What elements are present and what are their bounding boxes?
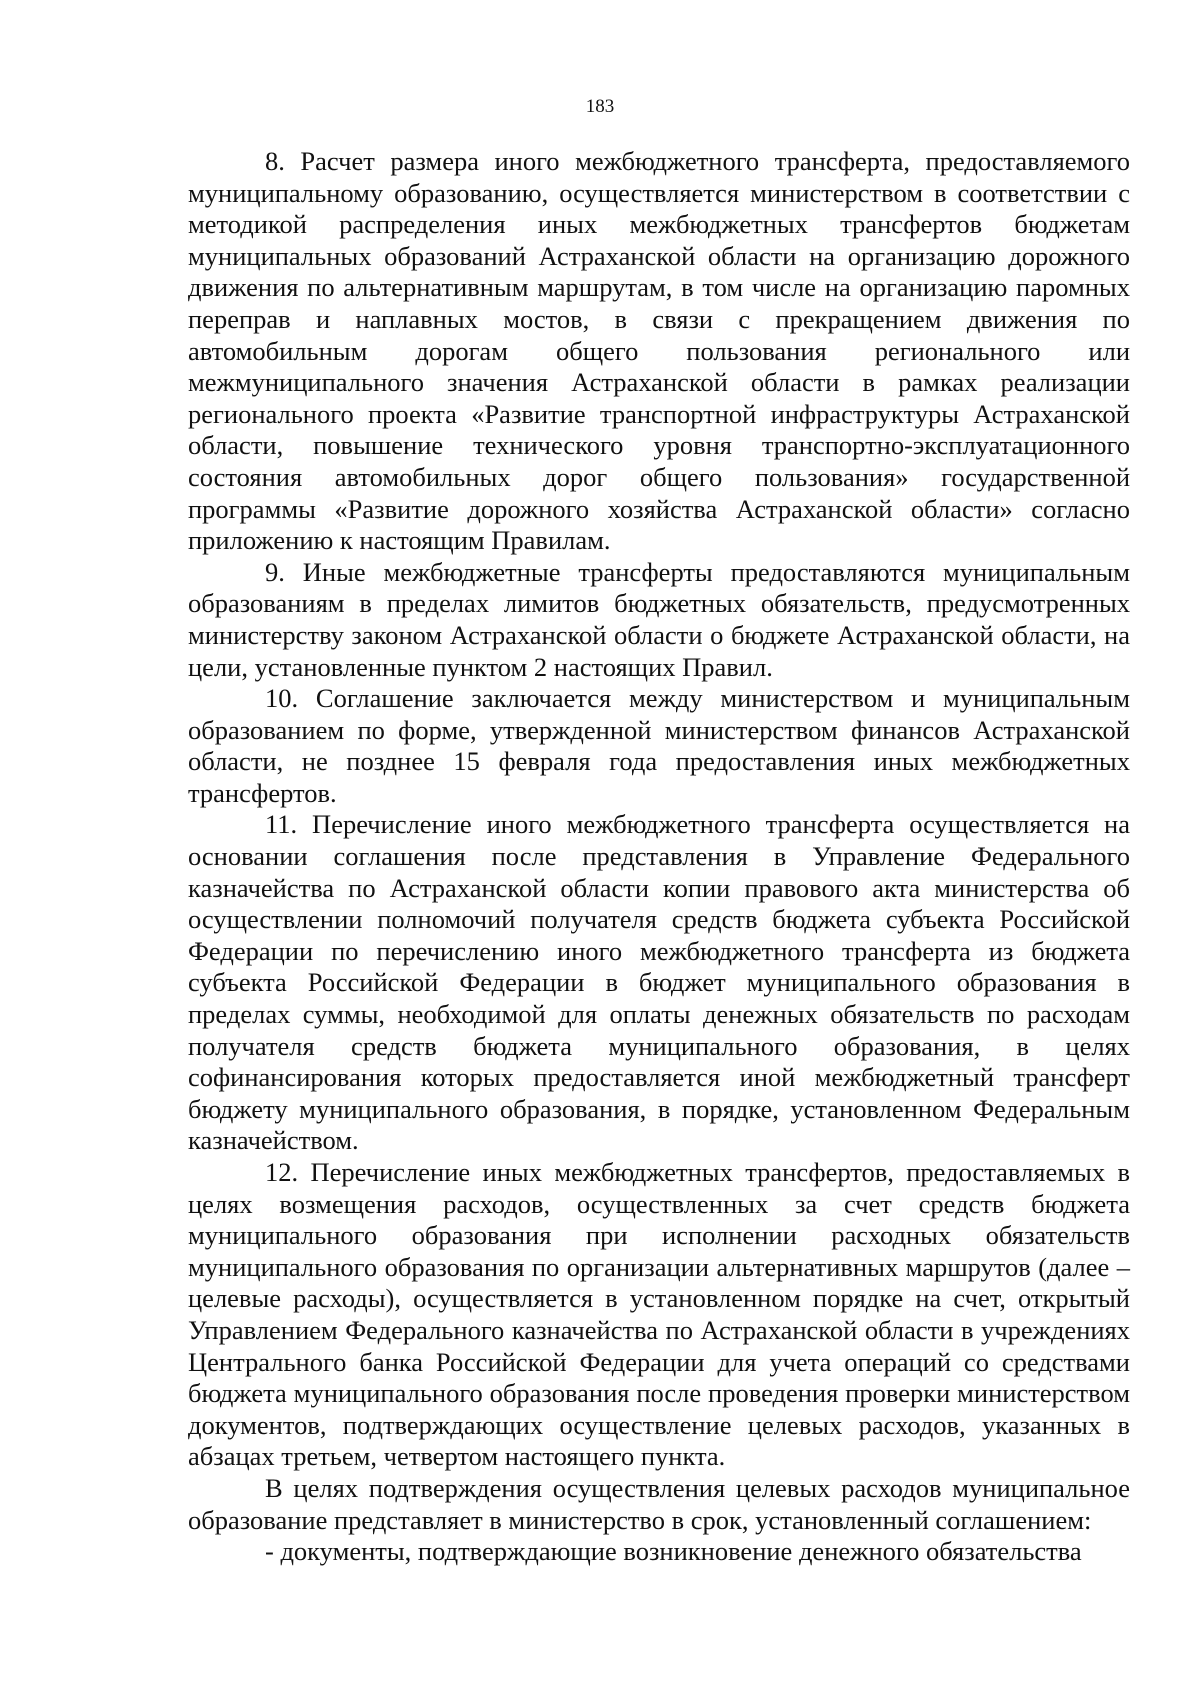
paragraph-12-list-item: - документы, подтверждающие возникновение денежного обязательства	[265, 1536, 1082, 1567]
paragraph-11: 11. Перечисление иного межбюджетного трансферта осуществляется на основании соглашения после представления в Управление Федерального казначейства по Астраханской области копии правового акта министерства об осуществлении полномочий получателя средств бюджета субъекта Российской Федерации по перечислению иного межбюджетного трансферта из бюджета субъекта Российской Федерации в бюджет муниципального образования в пределах суммы, необходимой для оплаты денежных обязательств по расходам получателя средств бюджета муниципального образования, в целях софинансирования которых предоставляется иной межбюджетный трансферт бюджету муниципального образования, в порядке, установленном Федеральным казначейством.	[188, 809, 1130, 1156]
paragraph-12-confirmation: В целях подтверждения осуществления целевых расходов муниципальное образование представляет в министерство в срок, установленный соглашением:	[188, 1472, 1130, 1535]
paragraph-10: 10. Соглашение заключается между министерством и муниципальным образованием по форме, утвержденной министерством финансов Астраханской области, не позднее 15 февраля года предоставления иных межбюджетных трансфертов.	[188, 683, 1130, 808]
paragraph-12: 12. Перечисление иных межбюджетных трансфертов, предоставляемых в целях возмещения расходов, осуществленных за счет средств бюджета муниципального образования при исполнении расходных обязательств муниципального образования по организации альтернативных маршрутов (далее – целевые расходы), осуществляется в установленном порядке на счет, открытый Управлением Федерального казначейства по Астраханской области в учреждениях Центрального банка Российской Федерации для учета операций со средствами бюджета муниципального образования после проведения проверки министерством документов, подтверждающих осуществление целевых расходов, указанных в абзацах третьем, четвертом настоящего пункта.	[188, 1157, 1130, 1472]
page-number: 183	[585, 96, 615, 117]
document-body	[188, 146, 1130, 1568]
paragraph-9: 9. Иные межбюджетные трансферты предоставляются муниципальным образованиям в пределах лимитов бюджетных обязательств, предусмотренных министерству законом Астраханской области о бюджете Астраханской области, на цели, установленные пунктом 2 настоящих Правил.	[188, 556, 1130, 682]
paragraph-8: 8. Расчет размера иного межбюджетного трансферта, предоставляемого муниципальному образованию, осуществляется министерством в соответствии с методикой распределения иных межбюджетных трансфертов бюджетам муниципальных образований Астраханской области на организацию дорожного движения по альтернативным маршрутам, в том числе на организацию паромных переправ и наплавных мостов, в связи с прекращением движения по автомобильным дорогам общего пользования регионального или межмуниципального значения Астраханской области в рамках реализации регионального проекта «Развитие транспортной инфраструктуры Астраханской области, повышение технического уровня транспортно-эксплуатационного состояния автомобильных дорог общего пользования» государственной программы «Развитие дорожного хозяйства Астраханской области» согласно приложению к настоящим Правилам.	[188, 146, 1130, 556]
